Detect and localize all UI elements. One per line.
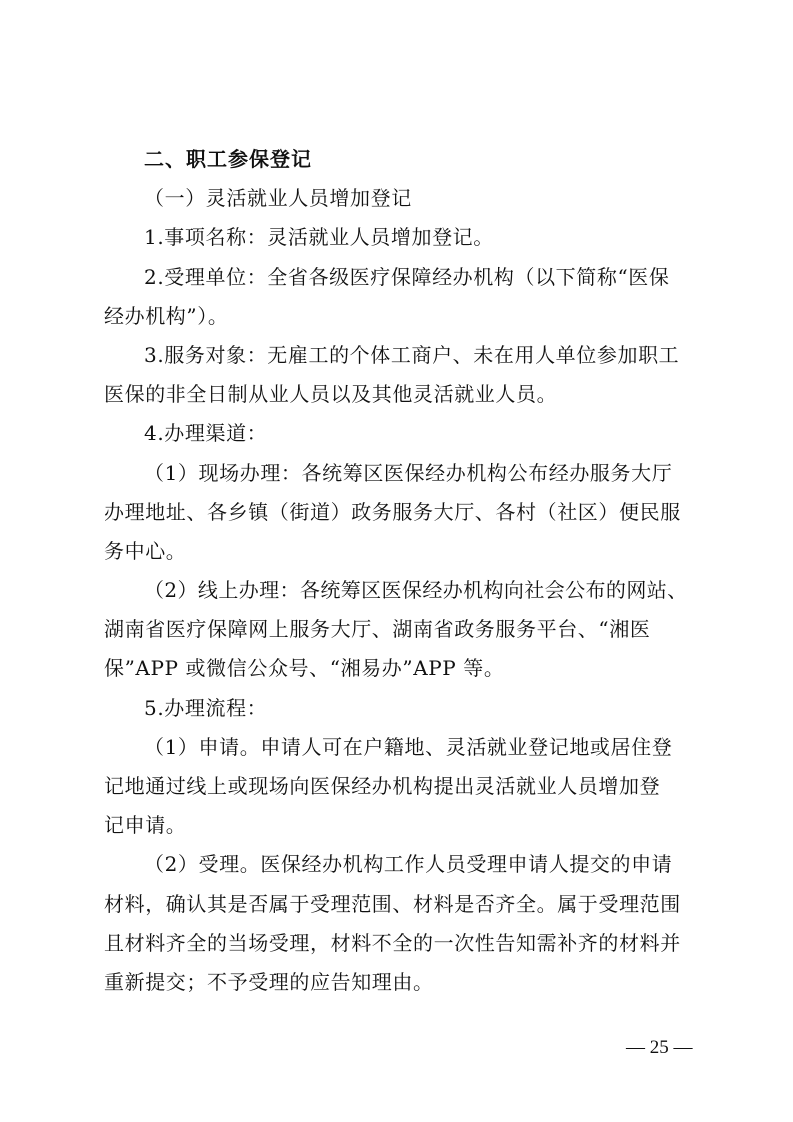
paragraph-line: （2）受理。医保经办机构工作人员受理申请人提交的申请 (144, 852, 673, 877)
paragraph-line: 保”APP 或微信公众号、“湘易办”APP 等。 (104, 656, 505, 681)
paragraph-line: 3.服务对象：无雇工的个体工商户、未在用人单位参加职工 (144, 342, 680, 367)
paragraph-line: 材料，确认其是否属于受理范围、材料是否齐全。属于受理范围 (104, 891, 681, 916)
paragraph-line: （2）线上办理：各统筹区医保经办机构向社会公布的网站、 (144, 578, 688, 603)
paragraph-line: 记地通过线上或现场向医保经办机构提出灵活就业人员增加登 (104, 774, 661, 798)
paragraph-line: （1）申请。申请人可在户籍地、灵活就业登记地或居住登 (144, 734, 673, 759)
paragraph-line: 4.办理渠道： (144, 421, 268, 446)
document-body (104, 140, 689, 1002)
section-heading: 二、职工参保登记 (144, 147, 312, 171)
paragraph-line: 办理地址、各乡镇（街道）政务服务大厅、各村（社区）便民服 (104, 499, 681, 524)
paragraph-line: 5.办理流程： (144, 695, 268, 720)
paragraph-line: 经办机构”）。 (104, 303, 229, 328)
paragraph-line: 1.事项名称：灵活就业人员增加登记。 (144, 225, 494, 250)
paragraph-line: 湖南省医疗保障网上服务大厅、湖南省政务服务平台、“湘医 (104, 617, 651, 642)
paragraph-line: 记申请。 (104, 813, 187, 838)
subsection-heading: （一）灵活就业人员增加登记 (144, 186, 412, 211)
paragraph-line: （1）现场办理：各统筹区医保经办机构公布经办服务大厅 (144, 460, 673, 485)
paragraph-line: 重新提交；不予受理的应告知理由。 (104, 969, 434, 994)
paragraph-line: 医保的非全日制从业人员以及其他灵活就业人员。 (104, 382, 558, 407)
paragraph-line: 且材料齐全的当场受理，材料不全的一次性告知需补齐的材料并 (104, 930, 681, 955)
paragraph-line: 务中心。 (104, 538, 187, 563)
paragraph-line: 2.受理单位：全省各级医疗保障经办机构（以下简称“医保 (144, 264, 670, 289)
page-number: — 25 — (626, 1037, 693, 1058)
